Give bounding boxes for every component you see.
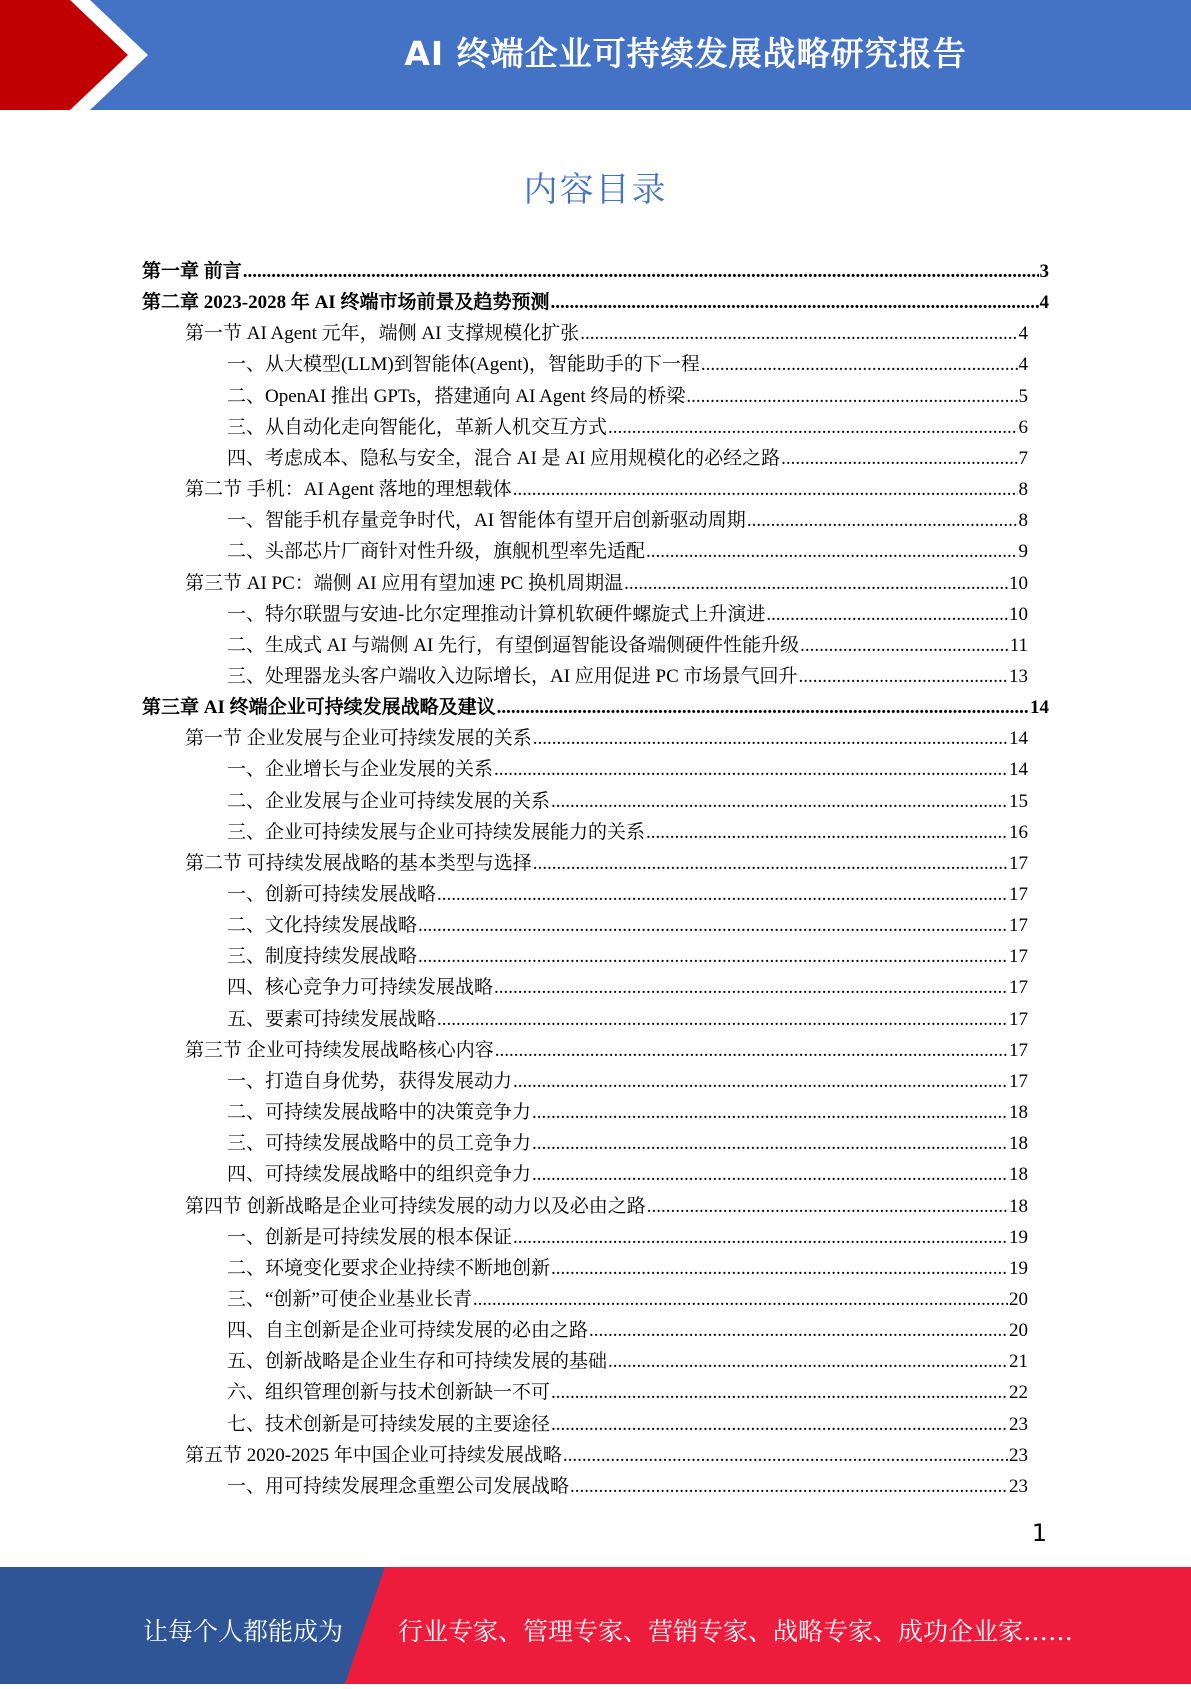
toc-entry-title: 第一章 前言 [142, 261, 242, 282]
toc-page-number: 18 [1009, 1164, 1028, 1186]
toc-entry-title: 一、智能手机存量竞争时代，AI 智能体有望开启创新驱动周期 [227, 510, 746, 532]
toc-page-number: 17 [1009, 852, 1028, 874]
toc-dot-leader [532, 1163, 1008, 1187]
toc-entry-title: 一、创新是可持续发展的根本保证 [227, 1226, 513, 1248]
toc-page-number: 17 [1009, 915, 1028, 937]
toc-page-number: 17 [1009, 884, 1028, 905]
toc-entry-title: 二、企业发展与企业可持续发展的关系 [227, 790, 551, 812]
toc-dot-leader [747, 509, 1018, 533]
toc-page-number: 17 [1009, 946, 1028, 968]
toc-entry-title: 第四节 创新战略是企业可持续发展的动力以及必由之路 [185, 1195, 646, 1217]
toc-dot-leader [513, 1226, 1008, 1250]
toc-subsection-entry[interactable] [227, 814, 1028, 845]
toc-section-entry[interactable] [185, 1032, 1028, 1063]
toc-subsection-entry[interactable] [227, 346, 1028, 377]
toc-subsection-entry[interactable] [227, 1001, 1028, 1032]
toc-page-number: 22 [1009, 1382, 1028, 1404]
toc-chapter-entry[interactable] [142, 284, 1049, 315]
toc-page-number: 17 [1009, 1070, 1028, 1092]
toc-subsection-entry[interactable] [227, 378, 1028, 409]
toc-dot-leader [418, 914, 1008, 938]
toc-dot-leader [437, 1008, 1008, 1032]
toc-page-number: 4 [1018, 323, 1028, 345]
toc-subsection-entry[interactable] [227, 1094, 1028, 1125]
toc-subsection-entry[interactable] [227, 876, 1028, 907]
toc-chapter-entry[interactable] [142, 689, 1049, 720]
toc-subsection-entry[interactable] [227, 1281, 1028, 1312]
toc-subsection-entry[interactable] [227, 1468, 1028, 1499]
toc-subsection-entry[interactable] [227, 658, 1028, 689]
toc-entry-title: 第二章 2023-2028 年 AI 终端市场前景及趋势预测 [142, 292, 550, 314]
toc-page-number: 14 [1009, 728, 1028, 750]
footer-slogan-left: 让每个人都能成为 [143, 1617, 344, 1646]
toc-entry-title: 五、创新战略是企业生存和可持续发展的基础 [227, 1351, 608, 1373]
toc-page-number: 23 [1009, 1413, 1028, 1435]
toc-subsection-entry[interactable] [227, 1343, 1028, 1374]
toc-subsection-entry[interactable] [227, 1312, 1028, 1343]
toc-page-number: 14 [1030, 697, 1049, 719]
toc-page-number: 10 [1009, 572, 1028, 594]
toc-dot-leader [624, 572, 1008, 596]
toc-subsection-entry[interactable] [227, 1063, 1028, 1094]
toc-entry-title: 一、创新可持续发展战略 [227, 884, 437, 905]
toc-entry-title: 第二节 手机：AI Agent 落地的理想载体 [185, 479, 512, 501]
toc-page-number: 19 [1009, 1226, 1028, 1248]
toc-page-number: 6 [1018, 416, 1028, 438]
toc-page-number: 15 [1009, 790, 1028, 812]
toc-dot-leader [799, 665, 1008, 689]
toc-entry-title: 四、可持续发展战略中的组织竞争力 [227, 1164, 532, 1186]
toc-entry-title: 第三章 AI 终端企业可持续发展战略及建议 [142, 697, 496, 719]
toc-dot-leader [495, 1039, 1008, 1063]
toc-dot-leader [766, 603, 1008, 627]
toc-dot-leader [533, 852, 1008, 876]
page-number: 1 [1031, 1519, 1047, 1547]
toc-entry-title: 一、特尔联盟与安迪-比尔定理推动计算机软硬件螺旋式上升演进 [227, 603, 766, 625]
toc-page-number: 17 [1009, 1008, 1028, 1030]
toc-subsection-entry[interactable] [227, 409, 1028, 440]
footer-slogan-right: 行业专家、管理专家、营销专家、战略专家、成功企业家…… [398, 1617, 1074, 1646]
toc-dot-leader [646, 821, 1008, 845]
report-title: AI 终端企业可持续发展战略研究报告 [404, 34, 967, 73]
toc-subsection-entry[interactable] [227, 627, 1028, 658]
toc-entry-title: 四、考虑成本、隐私与安全，混合 AI 是 AI 应用规模化的必经之路 [227, 447, 781, 469]
toc-subsection-entry[interactable] [227, 1374, 1028, 1405]
toc-dot-leader [563, 1444, 1008, 1468]
toc-dot-leader [551, 1413, 1008, 1437]
toc-subsection-entry[interactable] [227, 533, 1028, 564]
toc-entry-title: 四、自主创新是企业可持续发展的必由之路 [227, 1320, 589, 1342]
toc-dot-leader [781, 447, 1017, 471]
toc-page-number: 8 [1018, 479, 1028, 501]
toc-page-number: 3 [1039, 261, 1049, 282]
toc-entry-title: 四、核心竞争力可持续发展战略 [227, 977, 494, 999]
toc-section-entry[interactable] [185, 471, 1028, 502]
toc-chapter-entry[interactable] [142, 253, 1049, 284]
toc-entry-title: 六、组织管理创新与技术创新缺一不可 [227, 1382, 551, 1404]
toc-dot-leader [608, 416, 1017, 440]
toc-entry-title: 三、从自动化走向智能化，革新人机交互方式 [227, 416, 608, 438]
toc-entry-title: 一、用可持续发展理念重塑公司发展战略 [227, 1475, 570, 1497]
toc-dot-leader [701, 353, 1018, 377]
header-arrow-decoration [0, 0, 160, 110]
toc-dot-leader [437, 883, 1008, 907]
toc-dot-leader [513, 478, 1018, 502]
toc-entry-title: 三、“创新”可使企业基业长青 [227, 1288, 472, 1310]
toc-dot-leader [647, 1195, 1008, 1219]
toc-subsection-entry[interactable] [227, 751, 1028, 782]
toc-subsection-entry[interactable] [227, 938, 1028, 969]
toc-section-entry[interactable] [185, 565, 1028, 596]
toc-page-number: 7 [1018, 447, 1028, 469]
toc-entry-title: 三、处理器龙头客户端收入边际增长，AI 应用促进 PC 市场景气回升 [227, 665, 798, 687]
toc-entry-title: 第五节 2020-2025 年中国企业可持续发展战略 [185, 1444, 562, 1466]
toc-dot-leader [513, 1070, 1008, 1094]
toc-page-number: 16 [1009, 821, 1028, 843]
toc-dot-leader [494, 758, 1008, 782]
toc-subsection-entry[interactable] [227, 596, 1028, 627]
toc-subsection-entry[interactable] [227, 783, 1028, 814]
toc-dot-leader [608, 1350, 1008, 1374]
toc-page-number: 17 [1009, 977, 1028, 999]
toc-entry-title: 二、头部芯片厂商针对性升级，旗舰机型率先适配 [227, 541, 646, 563]
toc-entry-title: 第三节 AI PC：端侧 AI 应用有望加速 PC 换机周期温 [185, 572, 624, 594]
toc-dot-leader [686, 385, 1017, 409]
toc-page-number: 21 [1009, 1351, 1028, 1373]
toc-page-number: 18 [1009, 1133, 1028, 1155]
toc-page-number: 19 [1009, 1257, 1028, 1279]
toc-heading: 内容目录 [523, 170, 668, 210]
toc-section-entry[interactable] [185, 1188, 1028, 1219]
toc-entry-title: 二、环境变化要求企业持续不断地创新 [227, 1257, 551, 1279]
toc-dot-leader [570, 1475, 1008, 1499]
toc-subsection-entry[interactable] [227, 1125, 1028, 1156]
toc-subsection-entry[interactable] [227, 969, 1028, 1000]
toc-page-number: 20 [1009, 1320, 1028, 1342]
toc-dot-leader [550, 291, 1038, 315]
toc-entry-title: 三、企业可持续发展与企业可持续发展能力的关系 [227, 821, 646, 843]
toc-dot-leader [551, 1381, 1008, 1405]
toc-entry-title: 二、OpenAI 推出 GPTs，搭建通向 AI Agent 终局的桥梁 [227, 385, 686, 407]
toc-dot-leader [473, 1288, 1008, 1312]
toc-dot-leader [533, 727, 1008, 751]
toc-dot-leader [551, 790, 1008, 814]
toc-entry-title: 第一节 企业发展与企业可持续发展的关系 [185, 728, 532, 750]
toc-page-number: 5 [1018, 385, 1028, 407]
toc-subsection-entry[interactable] [227, 1406, 1028, 1437]
toc-dot-leader [589, 1319, 1008, 1343]
toc-page-number: 8 [1018, 510, 1028, 532]
toc-page-number: 9 [1018, 541, 1028, 563]
toc-page-number: 20 [1009, 1288, 1028, 1310]
toc-dot-leader [418, 945, 1008, 969]
toc-section-entry[interactable] [185, 1437, 1028, 1468]
toc-dot-leader [551, 1257, 1008, 1281]
toc-page-number: 10 [1009, 603, 1028, 625]
toc-entry-title: 三、可持续发展战略中的员工竞争力 [227, 1133, 532, 1155]
header-bar [0, 0, 1191, 110]
toc-dot-leader [800, 634, 1009, 658]
toc-subsection-entry[interactable] [227, 907, 1028, 938]
toc-page-number: 18 [1009, 1102, 1028, 1124]
toc-page-number: 11 [1009, 634, 1028, 656]
toc-page-number: 18 [1009, 1195, 1028, 1217]
toc-subsection-entry[interactable] [227, 1219, 1028, 1250]
toc-section-entry[interactable] [185, 315, 1028, 346]
toc-dot-leader [646, 540, 1017, 564]
toc-dot-leader [532, 1101, 1008, 1125]
toc-page-number: 4 [1018, 354, 1028, 376]
toc-dot-leader [243, 260, 1039, 284]
toc-entry-title: 第一节 AI Agent 元年，端侧 AI 支撑规模化扩张 [185, 323, 580, 345]
toc-section-entry[interactable] [185, 845, 1028, 876]
toc-subsection-entry[interactable] [227, 440, 1028, 471]
toc-entry-title: 七、技术创新是可持续发展的主要途径 [227, 1413, 551, 1435]
toc-entry-title: 五、要素可持续发展战略 [227, 1008, 437, 1030]
toc-page-number: 23 [1009, 1444, 1028, 1466]
toc-entry-title: 二、可持续发展战略中的决策竞争力 [227, 1102, 532, 1124]
toc-entry-title: 二、生成式 AI 与端侧 AI 先行，有望倒逼智能设备端侧硬件性能升级 [227, 634, 800, 656]
toc-entry-title: 第二节 可持续发展战略的基本类型与选择 [185, 852, 532, 874]
toc-subsection-entry[interactable] [227, 502, 1028, 533]
toc-page-number: 14 [1009, 759, 1028, 781]
toc-dot-leader [494, 976, 1008, 1000]
toc-entry-title: 三、制度持续发展战略 [227, 946, 418, 968]
toc-entry-title: 一、从大模型(LLM)到智能体(Agent)，智能助手的下一程 [227, 354, 700, 376]
toc-page-number: 17 [1009, 1039, 1028, 1061]
toc-subsection-entry[interactable] [227, 1156, 1028, 1187]
toc-entry-title: 一、企业增长与企业发展的关系 [227, 759, 494, 781]
toc-dot-leader [497, 696, 1029, 720]
toc-page-number: 23 [1009, 1475, 1028, 1497]
toc-dot-leader [580, 322, 1017, 346]
toc-entry-title: 第三节 企业可持续发展战略核心内容 [185, 1039, 494, 1061]
toc-entry-title: 二、文化持续发展战略 [227, 915, 418, 937]
toc-section-entry[interactable] [185, 720, 1028, 751]
toc-dot-leader [532, 1132, 1008, 1156]
toc-page-number: 13 [1009, 665, 1028, 687]
toc-entry-title: 一、打造自身优势，获得发展动力 [227, 1070, 513, 1092]
toc-subsection-entry[interactable] [227, 1250, 1028, 1281]
toc-page-number: 4 [1039, 292, 1049, 314]
